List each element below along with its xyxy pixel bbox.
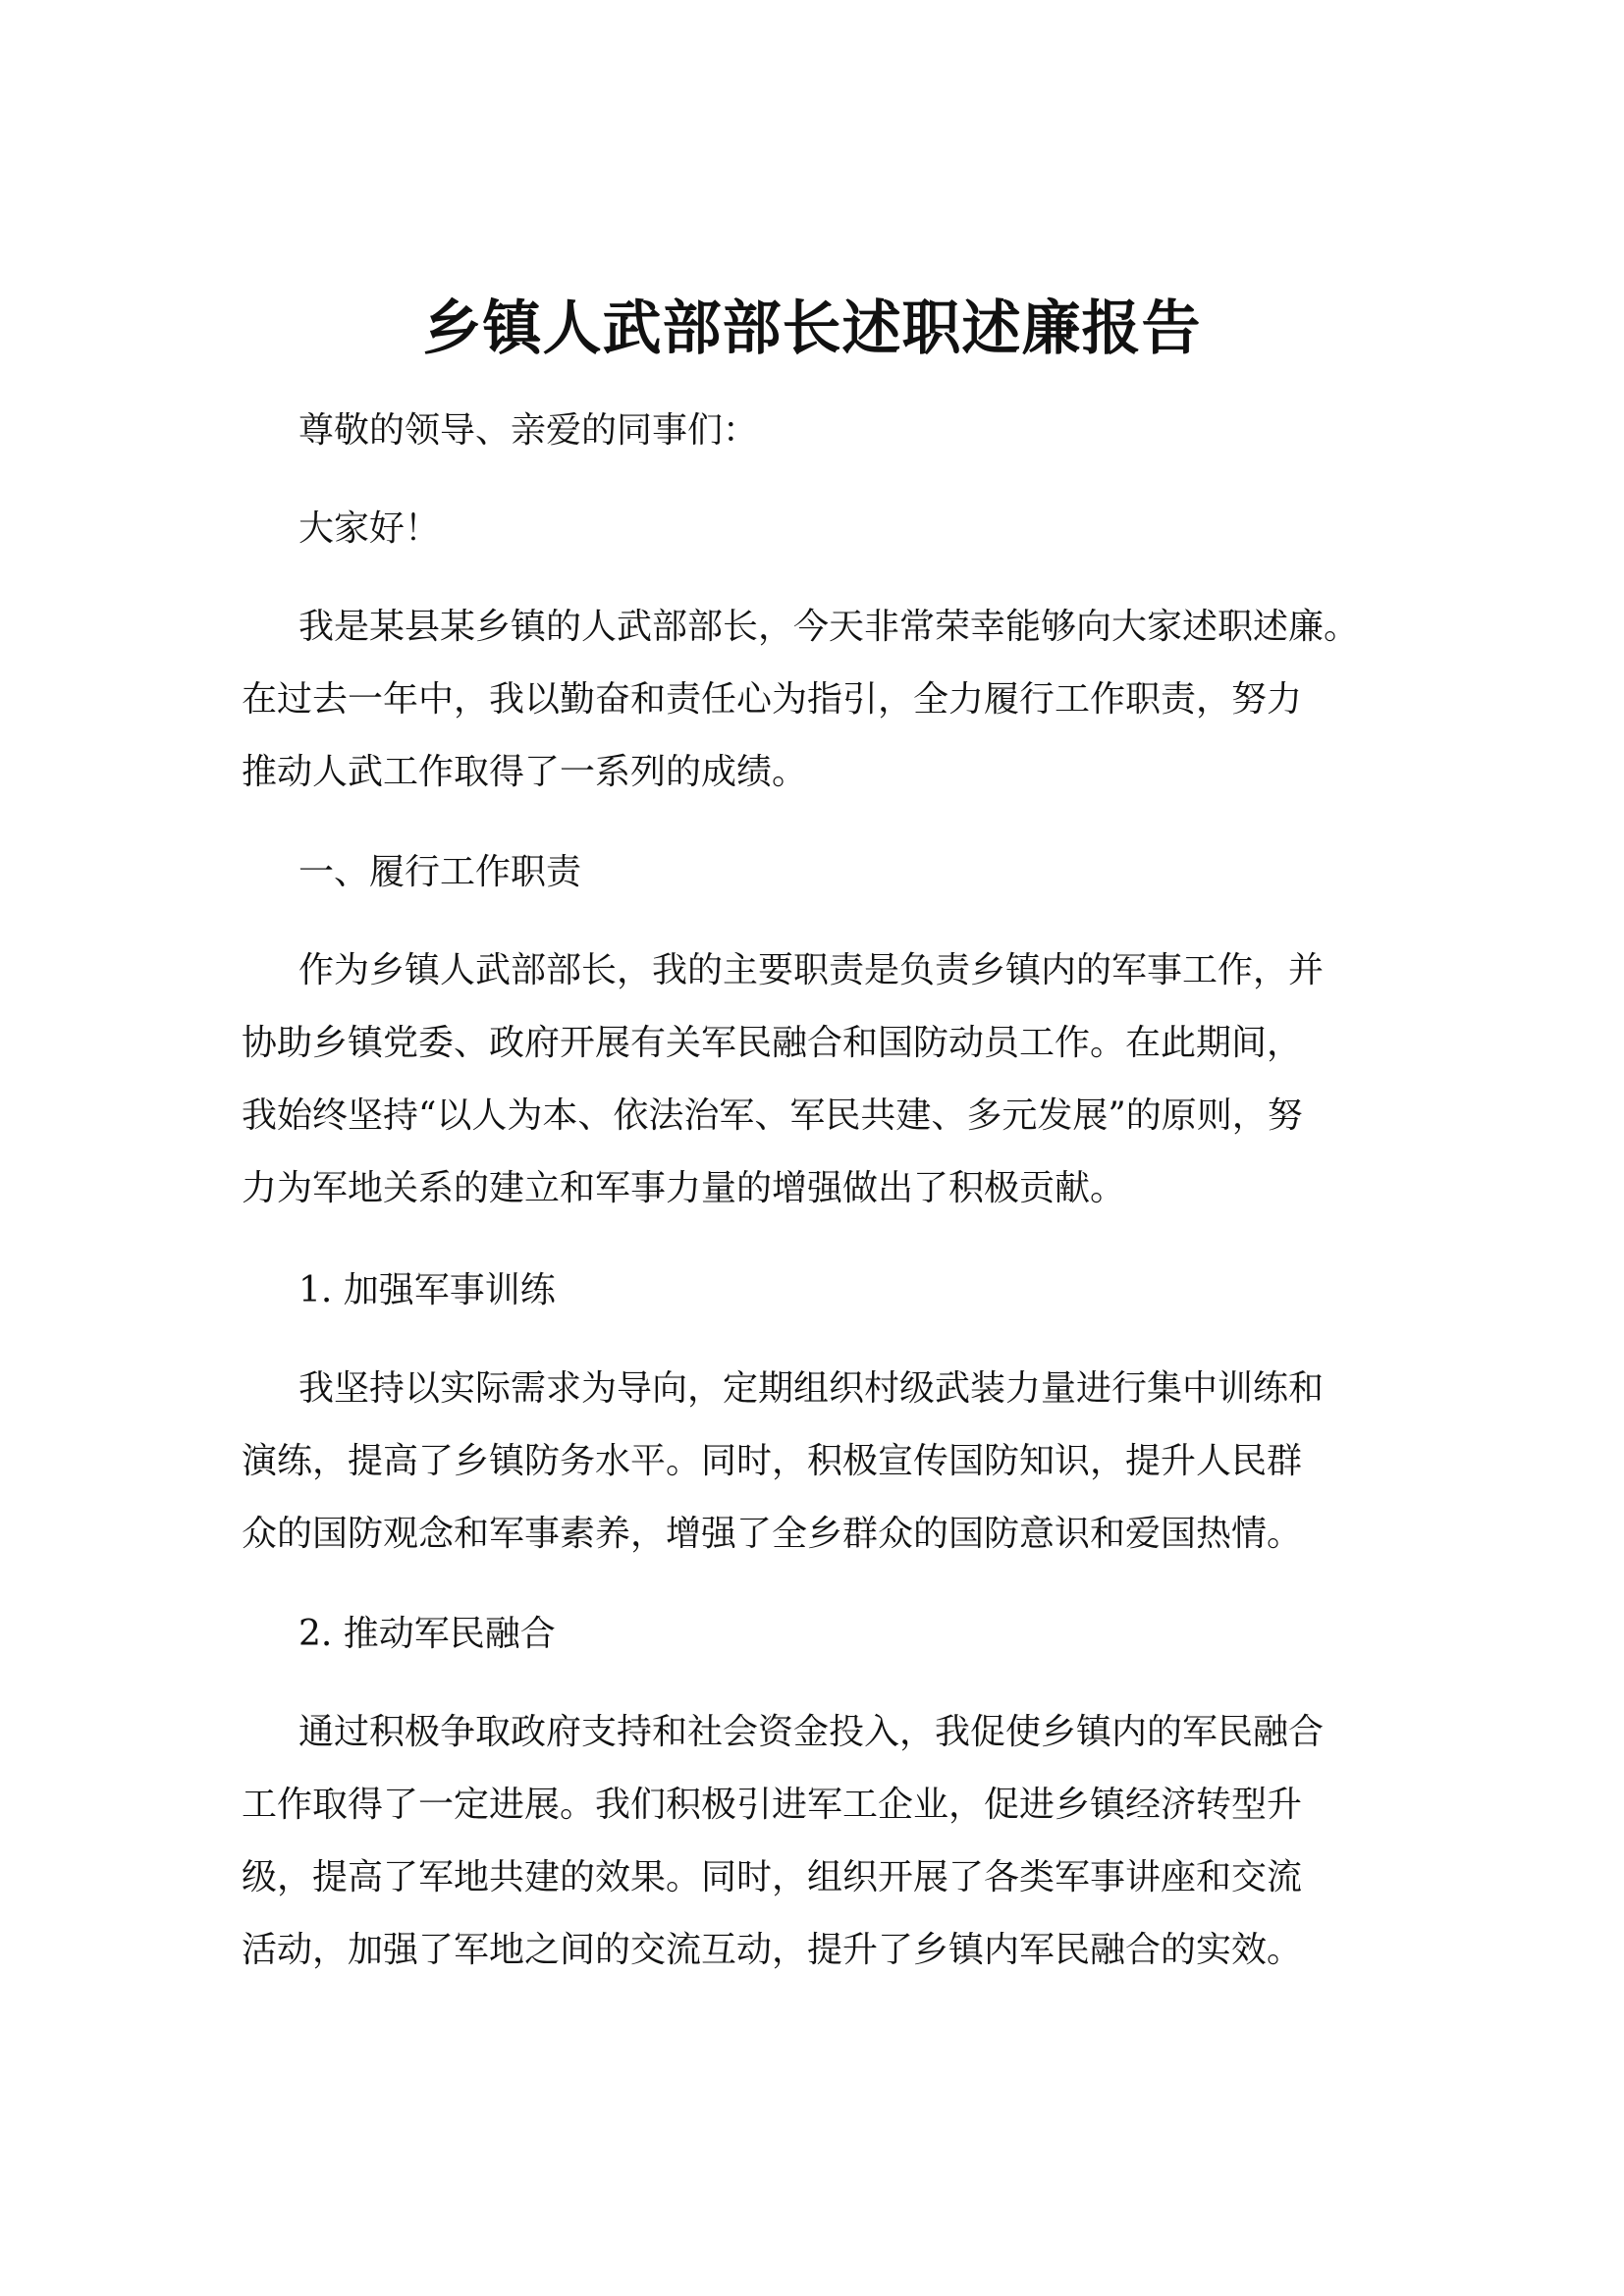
subsection2-line-1: 通过积极争取政府支持和社会资金投入，我促使乡镇内的军民融合 — [298, 1712, 1325, 1752]
subsection2-line-4: 活动，加强了军地之间的交流互动，提升了乡镇内军民融合的实效。 — [242, 1930, 1303, 1970]
subsection2-line-2: 工作取得了一定进展。我们积极引进军工企业，促进乡镇经济转型升 — [242, 1785, 1303, 1825]
subsection1-heading: 1. 加强军事训练 — [298, 1270, 556, 1310]
subsection1-line-3: 众的国防观念和军事素养，增强了全乡群众的国防意识和爱国热情。 — [242, 1514, 1303, 1554]
section1-line-3: 我始终坚持“以人为本、依法治军、军民共建、多元发展”的原则，努 — [242, 1095, 1303, 1136]
subsection1-line-1: 我坚持以实际需求为导向，定期组织村级武装力量进行集中训练和 — [298, 1368, 1325, 1409]
intro-line-3: 推动人武工作取得了一系列的成绩。 — [242, 752, 808, 792]
section1-line-4: 力为军地关系的建立和军事力量的增强做出了积极贡献。 — [242, 1168, 1126, 1208]
subsection2-line-3: 级，提高了军地共建的效果。同时，组织开展了各类军事讲座和交流 — [242, 1857, 1303, 1897]
section1-line-1: 作为乡镇人武部部长，我的主要职责是负责乡镇内的军事工作，并 — [298, 950, 1325, 990]
intro-line-1: 我是某县某乡镇的人武部部长，今天非常荣幸能够向大家述职述廉。 — [298, 607, 1360, 647]
hello-line: 大家好！ — [298, 508, 441, 549]
subsection2-heading: 2. 推动军民融合 — [298, 1614, 556, 1654]
intro-line-2: 在过去一年中，我以勤奋和责任心为指引，全力履行工作职责，努力 — [242, 679, 1303, 720]
document-title: 乡镇人武部部长述职述廉报告 — [422, 294, 1202, 363]
greeting: 尊敬的领导、亲爱的同事们： — [298, 410, 759, 451]
subsection1-line-2: 演练，提高了乡镇防务水平。同时，积极宣传国防知识，提升人民群 — [242, 1441, 1303, 1481]
section1-line-2: 协助乡镇党委、政府开展有关军民融合和国防动员工作。在此期间， — [242, 1023, 1303, 1063]
section1-heading: 一、履行工作职责 — [298, 852, 582, 892]
